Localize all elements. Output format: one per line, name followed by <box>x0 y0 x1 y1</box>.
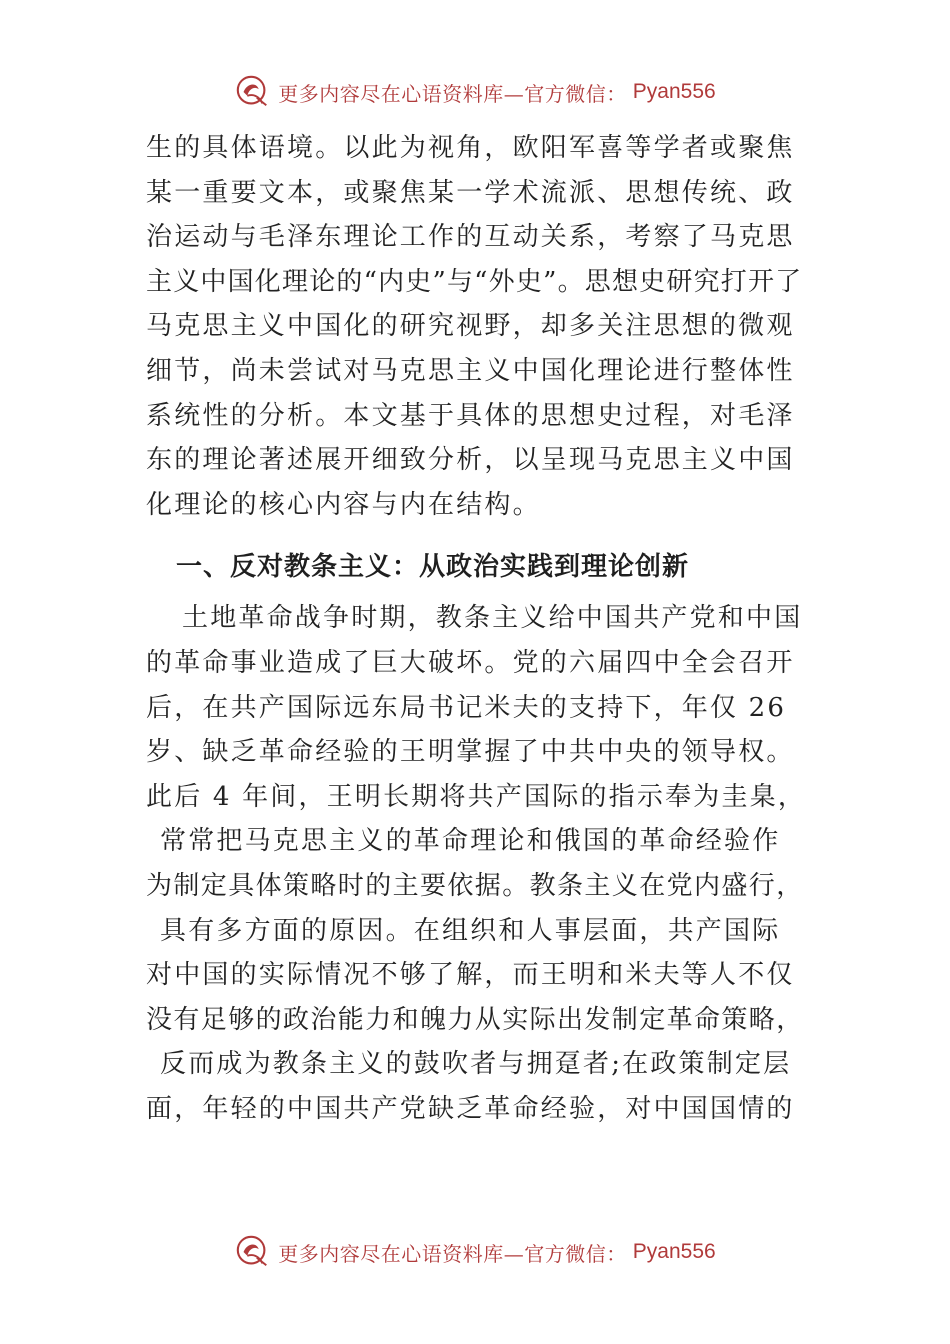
text-line: 具有多方面的原因。在组织和人事层面，共产国际 <box>160 915 781 946</box>
text-line: 后，在共产国际远东局书记米夫的支持下，年仅 26 <box>146 692 787 723</box>
watermark-header <box>0 72 950 112</box>
watermark-text: 更多内容尽在心语资料库—官方微信： <box>278 81 627 106</box>
text-line: 东的理论著述展开细致分析，以呈现马克思主义中国 <box>146 445 795 476</box>
text-line: 岁、缺乏革命经验的王明掌握了中共中央的领导权。 <box>146 737 795 768</box>
watermark-footer <box>0 1232 950 1272</box>
rose-logo-icon <box>234 73 272 111</box>
text-line: 某一重要文本，或聚焦某一学术流派、思想传统、政 <box>146 177 795 208</box>
text-line: 反而成为教条主义的鼓吹者与拥趸者;在政策制定层 <box>160 1049 792 1080</box>
text-line: 土地革命战争时期，教条主义给中国共产党和中国 <box>182 603 803 634</box>
section-heading: 一、反对教条主义：从政治实践到理论创新 <box>176 552 690 583</box>
text-line: 化理论的核心内容与内在结构。 <box>146 489 541 520</box>
watermark-wechat-id: Pyan556 <box>632 1240 716 1263</box>
paragraph-1 <box>146 126 818 527</box>
text-line: 主义中国化理论的“内史”与“外史”。思想史研究打开了 <box>146 266 803 297</box>
watermark-wechat-id: Pyan556 <box>632 80 716 103</box>
text-line: 为制定具体策略时的主要依据。教条主义在党内盛行， <box>146 870 804 901</box>
text-line: 面，年轻的中国共产党缺乏革命经验，对中国国情的 <box>146 1093 795 1124</box>
text-line: 治运动与毛泽东理论工作的互动关系，考察了马克思 <box>146 222 795 253</box>
text-line: 对中国的实际情况不够了解，而王明和米夫等人不仅 <box>146 960 795 991</box>
text-line: 生的具体语境。以此为视角，欧阳军喜等学者或聚焦 <box>146 133 795 163</box>
text-line: 系统性的分析。本文基于具体的思想史过程，对毛泽 <box>146 400 795 431</box>
rose-logo-icon <box>234 1233 272 1271</box>
watermark-text: 更多内容尽在心语资料库—官方微信： <box>278 1241 627 1266</box>
text-line: 此后 4 年间，王明长期将共产国际的指示奉为圭臬， <box>146 781 807 812</box>
text-line: 的革命事业造成了巨大破坏。党的六届四中全会召开 <box>146 647 795 678</box>
text-line: 细节，尚未尝试对马克思主义中国化理论进行整体性 <box>146 355 795 386</box>
text-line: 常常把马克思主义的革命理论和俄国的革命经验作 <box>160 826 781 857</box>
document-body <box>146 126 818 1131</box>
text-line: 没有足够的政治能力和魄力从实际出发制定革命策略， <box>146 1004 804 1035</box>
paragraph-2 <box>146 596 818 1131</box>
text-line: 马克思主义中国化的研究视野，却多关注思想的微观 <box>146 311 795 342</box>
